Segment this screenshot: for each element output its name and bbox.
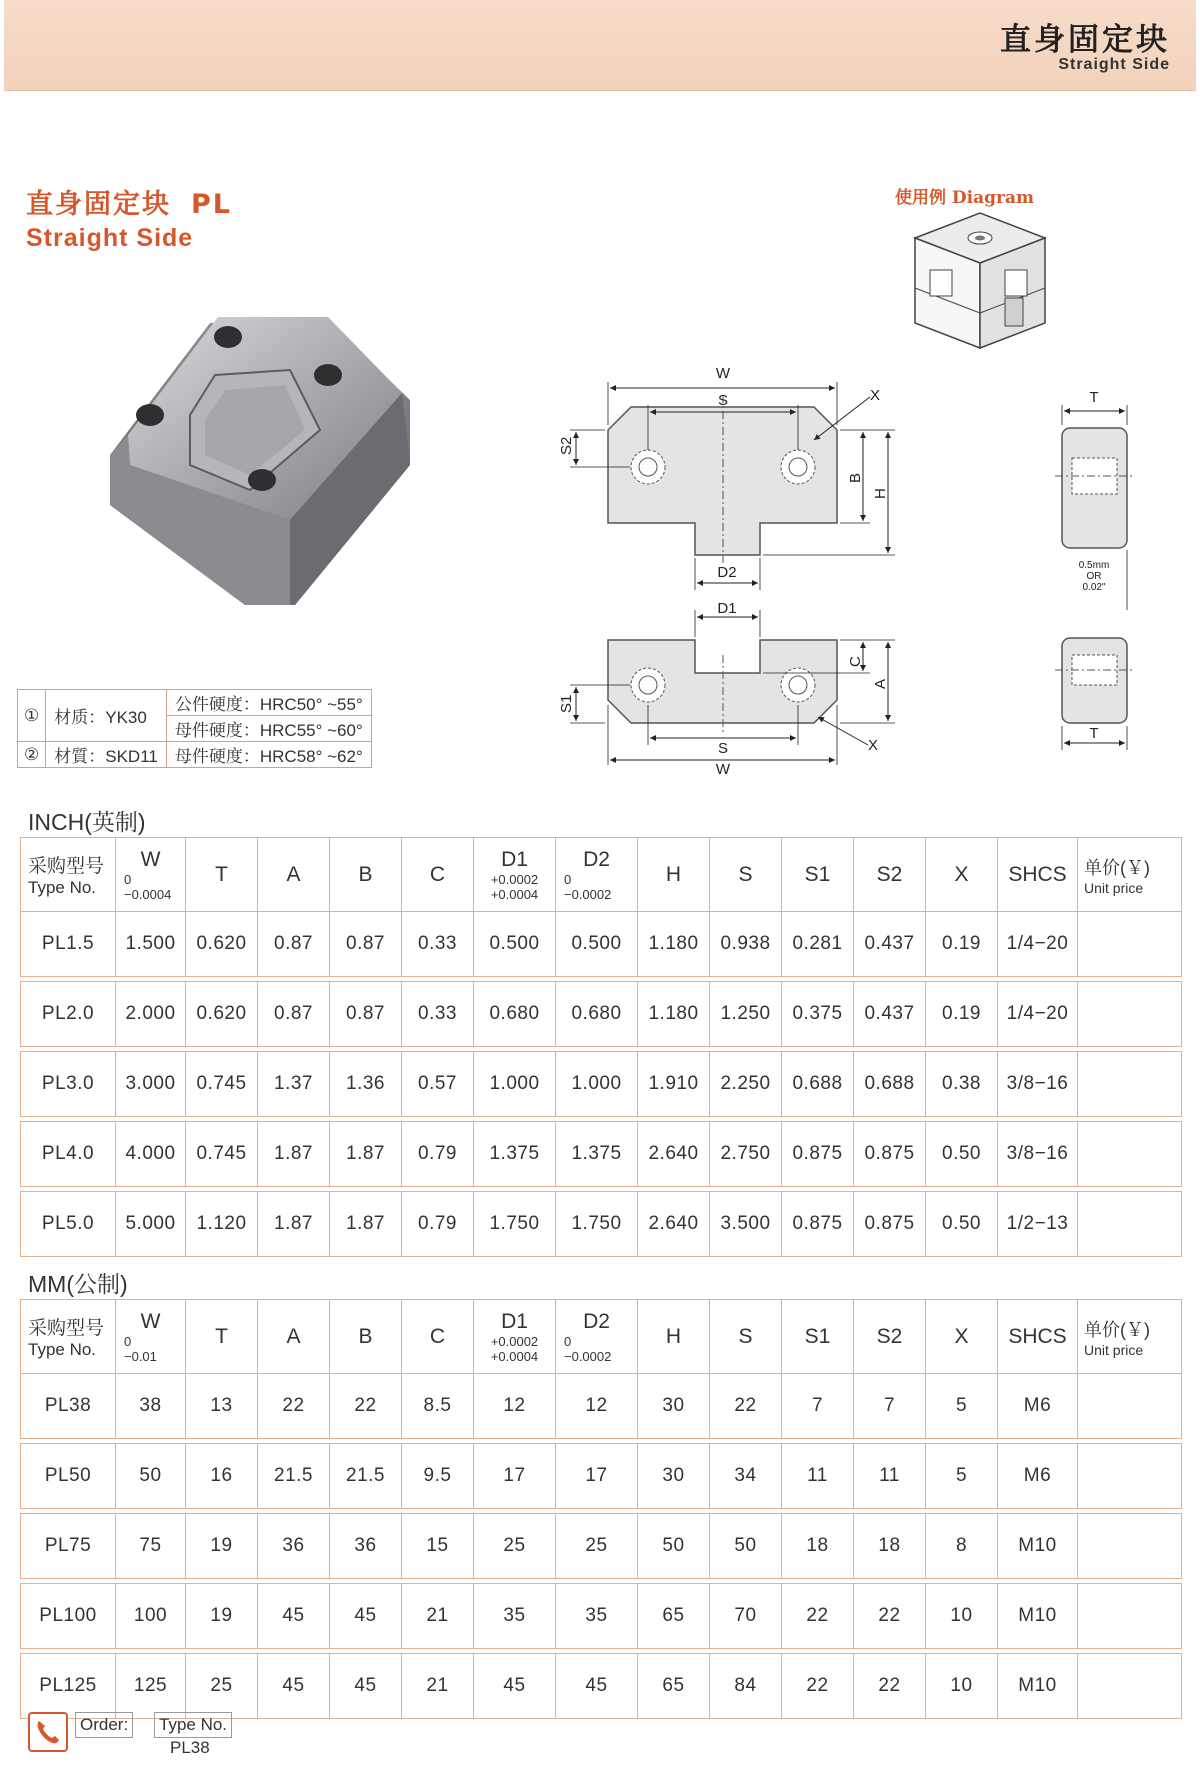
cell-shcs: 3/8−16 <box>998 1052 1078 1117</box>
cell-d1: 25 <box>474 1514 556 1579</box>
cell-shcs: 1/2−13 <box>998 1192 1078 1257</box>
cell-type-no: PL38 <box>21 1374 116 1439</box>
cell-s1: 0.281 <box>782 912 854 977</box>
header-c: C <box>402 1300 474 1374</box>
cell-s1: 11 <box>782 1444 854 1509</box>
dim-label-b: B <box>847 472 864 483</box>
cell-h: 1.910 <box>638 1052 710 1117</box>
cell-c: 0.57 <box>402 1052 474 1117</box>
cell-w: 125 <box>116 1654 186 1719</box>
cell-t: 16 <box>186 1444 258 1509</box>
material-row-2 <box>18 742 372 768</box>
cell-w: 5.000 <box>116 1192 186 1257</box>
cell-unit-price <box>1078 1192 1182 1257</box>
dim-label-s-top: S <box>717 392 729 409</box>
dim-label-x-top: X <box>870 387 881 404</box>
header-s1: S1 <box>782 1300 854 1374</box>
table-row <box>21 1444 1182 1509</box>
cell-d2: 0.500 <box>556 912 638 977</box>
inch-table-body <box>21 912 1182 1257</box>
mm-header-row <box>21 1300 1182 1374</box>
cell-s1: 0.875 <box>782 1192 854 1257</box>
side-view-top <box>1055 428 1135 548</box>
product-photo <box>110 315 430 615</box>
cell-h: 50 <box>638 1514 710 1579</box>
cell-t: 0.745 <box>186 1052 258 1117</box>
cell-b: 45 <box>330 1584 402 1649</box>
material-num-1: ① <box>18 690 46 742</box>
cell-type-no: PL5.0 <box>21 1192 116 1257</box>
material-row-1 <box>18 690 372 716</box>
cell-w: 3.000 <box>116 1052 186 1117</box>
cell-d2: 1.375 <box>556 1122 638 1187</box>
technical-drawing <box>560 355 1140 780</box>
header-title-en: Straight Side <box>1058 56 1170 73</box>
dim-label-h: H <box>872 488 889 499</box>
cell-a: 45 <box>258 1654 330 1719</box>
header-a: A <box>258 838 330 912</box>
chamfer-label-or: OR <box>1086 571 1102 582</box>
table-row <box>21 1052 1182 1117</box>
material-name-2: 材質：SKD11 <box>46 742 167 768</box>
header-w: W 0 −0.0004 <box>116 838 186 912</box>
cell-s2: 0.875 <box>854 1192 926 1257</box>
cell-x: 0.19 <box>926 912 998 977</box>
cell-c: 0.79 <box>402 1192 474 1257</box>
usage-diagram <box>905 208 1055 358</box>
material-hardness-1a: 公件硬度：HRC50° ~55° <box>166 690 371 716</box>
cell-h: 1.180 <box>638 912 710 977</box>
cell-shcs: M6 <box>998 1444 1078 1509</box>
dim-label-x-bottom: X <box>868 737 879 754</box>
cell-s2: 22 <box>854 1584 926 1649</box>
cell-a: 0.87 <box>258 982 330 1047</box>
cell-a: 21.5 <box>258 1444 330 1509</box>
cell-b: 21.5 <box>330 1444 402 1509</box>
cell-s2: 0.875 <box>854 1122 926 1187</box>
side-view-bottom <box>1055 638 1135 723</box>
cell-d2: 45 <box>556 1654 638 1719</box>
cell-s: 0.938 <box>710 912 782 977</box>
cell-a: 1.87 <box>258 1122 330 1187</box>
dim-label-t-top: T <box>1089 389 1099 406</box>
cell-unit-price <box>1078 1444 1182 1509</box>
inch-spec-table <box>20 837 1182 1257</box>
cell-d2: 0.680 <box>556 982 638 1047</box>
cell-d1: 45 <box>474 1654 556 1719</box>
cell-d1: 35 <box>474 1584 556 1649</box>
cell-x: 5 <box>926 1444 998 1509</box>
cell-unit-price <box>1078 1052 1182 1117</box>
cell-b: 0.87 <box>330 982 402 1047</box>
cell-w: 4.000 <box>116 1122 186 1187</box>
cell-shcs: 1/4−20 <box>998 912 1078 977</box>
cell-s: 2.250 <box>710 1052 782 1117</box>
header-s2: S2 <box>854 838 926 912</box>
cell-type-no: PL125 <box>21 1654 116 1719</box>
cell-a: 45 <box>258 1584 330 1649</box>
cell-t: 0.620 <box>186 912 258 977</box>
cell-s: 50 <box>710 1514 782 1579</box>
header-b: B <box>330 1300 402 1374</box>
cell-c: 15 <box>402 1514 474 1579</box>
cell-d1: 17 <box>474 1444 556 1509</box>
cell-type-no: PL50 <box>21 1444 116 1509</box>
cell-unit-price <box>1078 912 1182 977</box>
product-code: PL <box>191 189 232 220</box>
material-hardness-2: 母件硬度：HRC58° ~62° <box>166 742 371 768</box>
dim-label-t-bottom: T <box>1089 725 1099 742</box>
dim-label-d2: D2 <box>717 564 737 581</box>
cell-d1: 1.375 <box>474 1122 556 1187</box>
cell-s2: 0.437 <box>854 912 926 977</box>
dim-label-d1: D1 <box>717 600 737 617</box>
dim-label-w-bottom: W <box>715 761 731 778</box>
cell-x: 5 <box>926 1374 998 1439</box>
chamfer-label-inch: 0.02" <box>1082 582 1106 593</box>
cell-type-no: PL3.0 <box>21 1052 116 1117</box>
cell-h: 65 <box>638 1584 710 1649</box>
cell-x: 0.38 <box>926 1052 998 1117</box>
cell-type-no: PL4.0 <box>21 1122 116 1187</box>
cell-h: 65 <box>638 1654 710 1719</box>
cell-s: 3.500 <box>710 1192 782 1257</box>
header-d2: D2 0 −0.0002 <box>556 838 638 912</box>
cell-t: 25 <box>186 1654 258 1719</box>
cell-unit-price <box>1078 1654 1182 1719</box>
cell-h: 2.640 <box>638 1122 710 1187</box>
dim-label-s-bottom: S <box>717 740 729 757</box>
cell-s: 84 <box>710 1654 782 1719</box>
cell-x: 10 <box>926 1584 998 1649</box>
cell-s: 70 <box>710 1584 782 1649</box>
phone-icon <box>28 1712 68 1752</box>
product-title-en: Straight Side <box>26 224 194 252</box>
dim-label-c: C <box>847 656 864 667</box>
cell-t: 19 <box>186 1514 258 1579</box>
cell-w: 1.500 <box>116 912 186 977</box>
cell-d2: 1.000 <box>556 1052 638 1117</box>
cell-h: 2.640 <box>638 1192 710 1257</box>
cell-s1: 22 <box>782 1654 854 1719</box>
table-row <box>21 982 1182 1047</box>
order-type-label: Type No. <box>154 1712 232 1738</box>
cell-unit-price <box>1078 1514 1182 1579</box>
header-d1: D1 +0.0002 +0.0004 <box>474 838 556 912</box>
cell-d1: 0.500 <box>474 912 556 977</box>
cell-a: 1.87 <box>258 1192 330 1257</box>
cell-b: 0.87 <box>330 912 402 977</box>
table-row <box>21 1584 1182 1649</box>
cell-h: 30 <box>638 1374 710 1439</box>
inch-section-title: INCH(英制) <box>28 809 146 835</box>
table-row <box>21 1374 1182 1439</box>
cell-d2: 12 <box>556 1374 638 1439</box>
cell-w: 100 <box>116 1584 186 1649</box>
table-row <box>21 1654 1182 1719</box>
cell-x: 0.50 <box>926 1122 998 1187</box>
cell-shcs: M10 <box>998 1584 1078 1649</box>
material-name-1: 材质：YK30 <box>46 690 167 742</box>
cell-w: 2.000 <box>116 982 186 1047</box>
header-h: H <box>638 838 710 912</box>
cell-c: 9.5 <box>402 1444 474 1509</box>
cell-w: 50 <box>116 1444 186 1509</box>
header-t: T <box>186 1300 258 1374</box>
cell-shcs: 1/4−20 <box>998 982 1078 1047</box>
table-row <box>21 912 1182 977</box>
cell-s2: 22 <box>854 1654 926 1719</box>
cell-d2: 17 <box>556 1444 638 1509</box>
header-type-no: 采购型号 Type No. <box>21 838 116 912</box>
header-unit-price: 单价(￥) Unit price <box>1078 1300 1182 1374</box>
cell-c: 0.33 <box>402 912 474 977</box>
cell-s2: 0.688 <box>854 1052 926 1117</box>
cell-d2: 1.750 <box>556 1192 638 1257</box>
cell-b: 1.36 <box>330 1052 402 1117</box>
mm-spec-table <box>20 1299 1182 1719</box>
cell-d2: 35 <box>556 1584 638 1649</box>
top-view-shape <box>608 395 837 565</box>
cell-h: 30 <box>638 1444 710 1509</box>
cell-x: 10 <box>926 1654 998 1719</box>
material-num-2: ② <box>18 742 46 768</box>
cell-s: 1.250 <box>710 982 782 1047</box>
header-x: X <box>926 1300 998 1374</box>
header-title-cn: 直身固定块 <box>1000 22 1170 58</box>
cell-c: 8.5 <box>402 1374 474 1439</box>
cell-shcs: 3/8−16 <box>998 1122 1078 1187</box>
dim-label-a: A <box>872 678 889 689</box>
cell-b: 1.87 <box>330 1192 402 1257</box>
cell-unit-price <box>1078 1374 1182 1439</box>
cell-s1: 0.375 <box>782 982 854 1047</box>
cell-s2: 11 <box>854 1444 926 1509</box>
cell-a: 22 <box>258 1374 330 1439</box>
cell-s: 2.750 <box>710 1122 782 1187</box>
cell-c: 0.79 <box>402 1122 474 1187</box>
cell-b: 1.87 <box>330 1122 402 1187</box>
cell-s1: 7 <box>782 1374 854 1439</box>
cell-s2: 0.437 <box>854 982 926 1047</box>
header-a: A <box>258 1300 330 1374</box>
cell-c: 0.33 <box>402 982 474 1047</box>
bottom-view-shape <box>608 640 837 735</box>
table-row <box>21 1514 1182 1579</box>
header-t: T <box>186 838 258 912</box>
cell-s1: 18 <box>782 1514 854 1579</box>
header-d2: D2 0 −0.0002 <box>556 1300 638 1374</box>
order-label: Order: <box>75 1712 133 1738</box>
table-row <box>21 1192 1182 1257</box>
dim-label-w-top: W <box>715 365 731 382</box>
header-d1: D1 +0.0002 +0.0004 <box>474 1300 556 1374</box>
cell-d1: 1.000 <box>474 1052 556 1117</box>
order-example-code: PL38 <box>170 1738 210 1757</box>
cell-shcs: M6 <box>998 1374 1078 1439</box>
cell-s1: 0.875 <box>782 1122 854 1187</box>
chamfer-label-mm: 0.5mm <box>1078 560 1110 571</box>
cell-w: 38 <box>116 1374 186 1439</box>
cell-unit-price <box>1078 1122 1182 1187</box>
cell-x: 0.19 <box>926 982 998 1047</box>
mm-table-body <box>21 1374 1182 1719</box>
cell-t: 0.620 <box>186 982 258 1047</box>
header-h: H <box>638 1300 710 1374</box>
cell-b: 45 <box>330 1654 402 1719</box>
cell-shcs: M10 <box>998 1514 1078 1579</box>
cell-unit-price <box>1078 1584 1182 1649</box>
material-table <box>17 689 372 768</box>
product-title <box>26 182 232 221</box>
cell-shcs: M10 <box>998 1654 1078 1719</box>
cell-w: 75 <box>116 1514 186 1579</box>
header-shcs: SHCS <box>998 1300 1078 1374</box>
dim-label-s2: S2 <box>558 436 575 455</box>
cell-s2: 7 <box>854 1374 926 1439</box>
cell-b: 22 <box>330 1374 402 1439</box>
header-s2: S2 <box>854 1300 926 1374</box>
product-title-cn: 直身固定块 <box>26 189 171 220</box>
header-c: C <box>402 838 474 912</box>
header-s: S <box>710 838 782 912</box>
cell-d2: 25 <box>556 1514 638 1579</box>
cell-c: 21 <box>402 1584 474 1649</box>
header-b: B <box>330 838 402 912</box>
cell-t: 1.120 <box>186 1192 258 1257</box>
header-shcs: SHCS <box>998 838 1078 912</box>
header-w: W 0 −0.01 <box>116 1300 186 1374</box>
cell-x: 0.50 <box>926 1192 998 1257</box>
cell-t: 0.745 <box>186 1122 258 1187</box>
cell-s: 34 <box>710 1444 782 1509</box>
cell-s1: 0.688 <box>782 1052 854 1117</box>
material-hardness-1b: 母件硬度：HRC55° ~60° <box>166 716 371 742</box>
cell-b: 36 <box>330 1514 402 1579</box>
cell-s1: 22 <box>782 1584 854 1649</box>
cell-unit-price <box>1078 982 1182 1047</box>
header-s1: S1 <box>782 838 854 912</box>
cell-t: 13 <box>186 1374 258 1439</box>
cell-h: 1.180 <box>638 982 710 1047</box>
table-row <box>21 1122 1182 1187</box>
inch-header-row <box>21 838 1182 912</box>
cell-type-no: PL100 <box>21 1584 116 1649</box>
cell-type-no: PL75 <box>21 1514 116 1579</box>
header-unit-price: 单价(￥) Unit price <box>1078 838 1182 912</box>
cell-d1: 1.750 <box>474 1192 556 1257</box>
header-type-no: 采购型号 Type No. <box>21 1300 116 1374</box>
cell-s2: 18 <box>854 1514 926 1579</box>
cell-a: 1.37 <box>258 1052 330 1117</box>
cell-type-no: PL2.0 <box>21 982 116 1047</box>
diagram-label: 使用例 Diagram <box>895 188 1034 208</box>
header-s: S <box>710 1300 782 1374</box>
mm-section-title: MM(公制) <box>28 1271 128 1297</box>
cell-d1: 0.680 <box>474 982 556 1047</box>
cell-d1: 12 <box>474 1374 556 1439</box>
header-x: X <box>926 838 998 912</box>
cell-a: 0.87 <box>258 912 330 977</box>
cell-a: 36 <box>258 1514 330 1579</box>
cell-s: 22 <box>710 1374 782 1439</box>
dim-label-s1: S1 <box>558 694 575 713</box>
cell-x: 8 <box>926 1514 998 1579</box>
cell-t: 19 <box>186 1584 258 1649</box>
cell-c: 21 <box>402 1654 474 1719</box>
cell-type-no: PL1.5 <box>21 912 116 977</box>
